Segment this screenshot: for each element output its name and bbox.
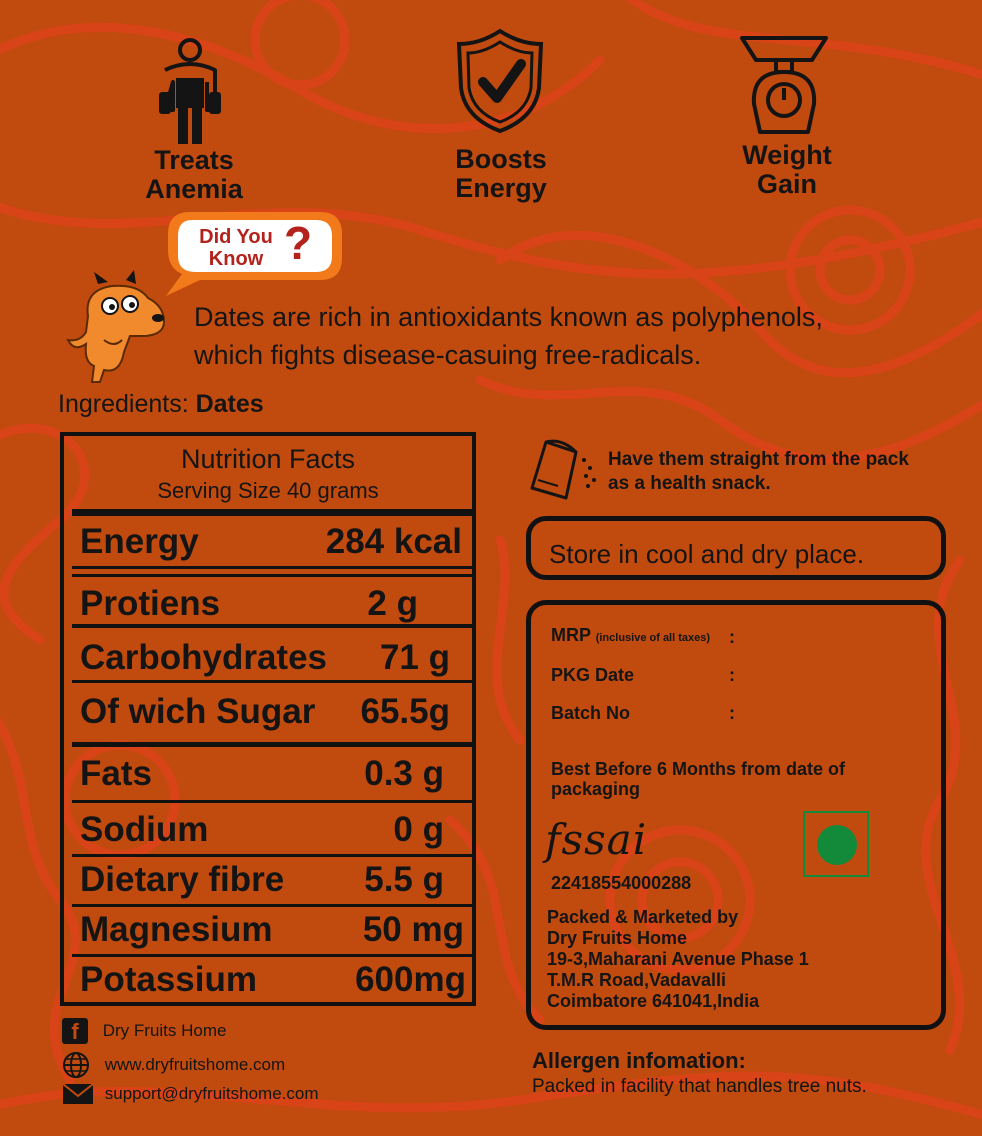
person-icon	[155, 38, 225, 146]
pkg-date-colon: :	[729, 665, 735, 685]
pouring-pack-icon	[528, 436, 602, 502]
email-link[interactable]: support@dryfruitshome.com	[62, 1083, 319, 1105]
did-you-know-fact: Dates are rich in antioxidants known as polyphenols, which fights disease-casuing free-radicals.	[194, 302, 823, 370]
serving-size: Serving Size 40 grams	[157, 478, 379, 503]
divider-thick	[72, 509, 472, 516]
veg-mark-icon	[803, 811, 869, 877]
shield-check-icon	[455, 28, 545, 134]
facebook-icon: f	[62, 1018, 88, 1044]
divider	[72, 904, 472, 907]
question-mark: ?	[284, 217, 313, 269]
batch-no-colon: :	[729, 703, 735, 723]
storage-box	[526, 516, 946, 580]
fssai-logo: fssai	[545, 815, 648, 864]
divider	[72, 680, 472, 683]
ingredients	[58, 390, 264, 419]
weighing-scale-icon	[738, 34, 830, 136]
allergen-title: Allergen infomation:	[532, 1048, 746, 1073]
divider	[72, 574, 472, 577]
allergen-text: Packed in facility that handles tree nuts.	[532, 1076, 867, 1097]
dog-mascot-icon	[64, 270, 168, 384]
website-link[interactable]: www.dryfruitshome.com	[62, 1051, 285, 1079]
did-you-know-title: Did You Know	[199, 226, 273, 270]
storage-text: Store in cool and dry place.	[549, 539, 865, 569]
benefit-weight-gain: Weight Gain	[742, 140, 832, 199]
mrp-label: MRP (inclusive of all taxes)	[551, 625, 711, 645]
divider	[72, 624, 472, 628]
divider	[72, 954, 472, 957]
batch-no-label: Batch No	[551, 703, 631, 723]
divider	[72, 566, 472, 569]
benefit-energy: Boosts Energy	[455, 144, 547, 203]
divider-thick	[72, 742, 472, 747]
facebook-link[interactable]: f Dry Fruits Home	[62, 1018, 226, 1044]
pkg-date-label: PKG Date	[551, 665, 635, 685]
nutrition-facts-table: Nutrition Facts Serving Size 40 grams Energy 284 kcal Protiens 2 g Carbohydrates 71 g Of wich Sugar 65.5g Fats 0.3 g Sodium 0 g Dietary fibre 5.5 g Magnesium 50 mg Potassium 600mg	[60, 432, 476, 1006]
divider	[72, 854, 472, 857]
snack-tip: Have them straight from the pack as a health snack.	[608, 449, 909, 494]
ingredients-value: Dates	[195, 390, 264, 418]
mrp-colon: :	[729, 627, 735, 647]
nutrition-title: Nutrition Facts	[180, 444, 356, 474]
best-before: Best Before 6 Months from date of packaging	[551, 759, 846, 799]
ingredients-label: Ingredients:	[58, 390, 189, 418]
fssai-license: 22418554000288	[551, 873, 692, 893]
packer-address: Packed & Marketed by Dry Fruits Home 19-3,Maharani Avenue Phase 1 T.M.R Road,Vadavalli Coimbatore 641041,India	[547, 907, 809, 1011]
envelope-icon	[62, 1083, 94, 1105]
divider	[72, 800, 472, 803]
benefit-anemia: Treats Anemia	[145, 145, 243, 204]
pack-info-box	[526, 600, 946, 1030]
globe-icon	[62, 1051, 90, 1079]
